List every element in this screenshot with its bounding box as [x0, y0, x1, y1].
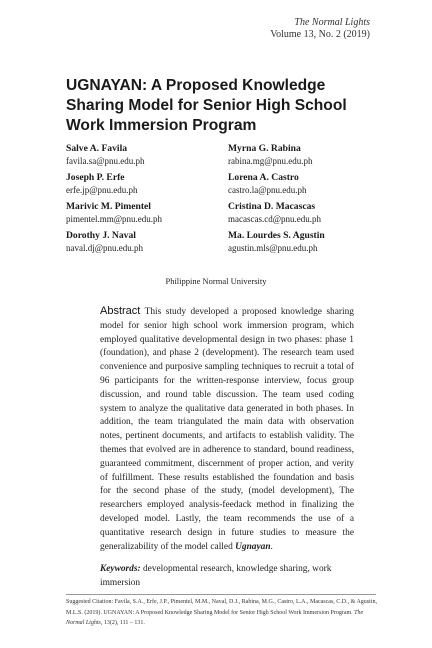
author-email: rabina.mg@pnu.edu.ph: [228, 156, 313, 166]
author-name: Lorena A. Castro: [228, 172, 299, 183]
model-name: Ugnayan: [235, 541, 271, 552]
keywords: [100, 563, 354, 591]
author-email: favila.sa@pnu.edu.ph: [66, 156, 145, 166]
author-name: Salve A. Favila: [66, 143, 128, 154]
affiliation: Philippine Normal University: [165, 276, 267, 286]
paper-title: UGNAYAN: A Proposed Knowledge Sharing Model for Senior High School Work Immersion Program: [66, 77, 347, 134]
author: [66, 201, 228, 225]
abstract: [100, 305, 354, 554]
journal-name: The Normal Lights: [294, 17, 370, 28]
author-name: Cristina D. Macascas: [228, 201, 316, 212]
citation-pages: , 13(2), 111 – 131.: [100, 620, 145, 626]
journal-volume: Volume 13, No. 2 (2019): [270, 29, 370, 40]
keywords-text: developmental research, knowledge sharing, work immersion: [100, 564, 332, 588]
abstract-text: This study developed a proposed knowledge sharing model for senior high school work immersion program, which employed qualitative developmental design in two phases: phase 1 (foundation), and phase 2 (development). The research team used convenience and purposive sampling techniques to recruit a total of 96 participants for the written-response interview, focus group discussion, and round table discussion. The team used coding system to analyze the qualitative data generated in both phases. In addition, the team triangulated the main data with observation notes, pertinent documents, and artifacts to establish validity. The themes that evolved are in adherence to standard, bound readiness, guaranteed commitment, discernment of proper action, and verity of fulfillment. These results established the foundation and basis for the second phase of the study, (model development), The researchers employed analysis-feedack method in finalizing the developed model. Lastly, the team recommends the use of a quantitative research design in future studies to measure the generalizability of the model called: [100, 307, 354, 552]
author: [228, 143, 378, 167]
author-name: Marivic M. Pimentel: [66, 201, 151, 212]
author-email: erfe.jp@pnu.edu.ph: [66, 185, 138, 195]
author: [66, 172, 228, 196]
author-email: castro.la@pnu.edu.ph: [228, 185, 307, 195]
author-name: Myrna G. Rabina: [228, 143, 301, 154]
author-name: Joseph P. Erfe: [66, 172, 125, 183]
citation-journal: The Normal Lights: [66, 609, 364, 626]
suggested-citation: [66, 597, 382, 629]
author-email: agustin.mls@pnu.edu.ph: [228, 243, 318, 253]
author-email: naval.dj@pnu.edu.ph: [66, 243, 144, 253]
author: [228, 172, 378, 196]
author: [66, 230, 228, 254]
abstract-label: Abstract: [100, 305, 141, 317]
author-list: [66, 143, 386, 254]
citation-text: Suggested Citation: Favila, S.A., Erfe, J.P., Pimentel, M.M., Naval, D.J., Rabina, M.G., Castro, L.A., Macascas, C.D., & Agustin, M.L.S. (2019). UGNAYAN: A Proposed Knowledge Sharing Model for Senior High School Work Immersion Program.: [66, 599, 377, 616]
author: [228, 230, 378, 254]
author-name: Ma. Lourdes S. Agustin: [228, 230, 325, 241]
author-email: macascas.cd@pnu.edu.ph: [228, 214, 322, 224]
journal-header: [270, 17, 370, 41]
footnote-divider: [66, 594, 376, 595]
author-name: Dorothy J. Naval: [66, 230, 136, 241]
author-email: pimentel.mm@pnu.edu.ph: [66, 214, 163, 224]
abstract-end: .: [270, 541, 273, 552]
keywords-label: Keywords:: [100, 564, 141, 574]
author: [228, 201, 378, 225]
author: [66, 143, 228, 167]
